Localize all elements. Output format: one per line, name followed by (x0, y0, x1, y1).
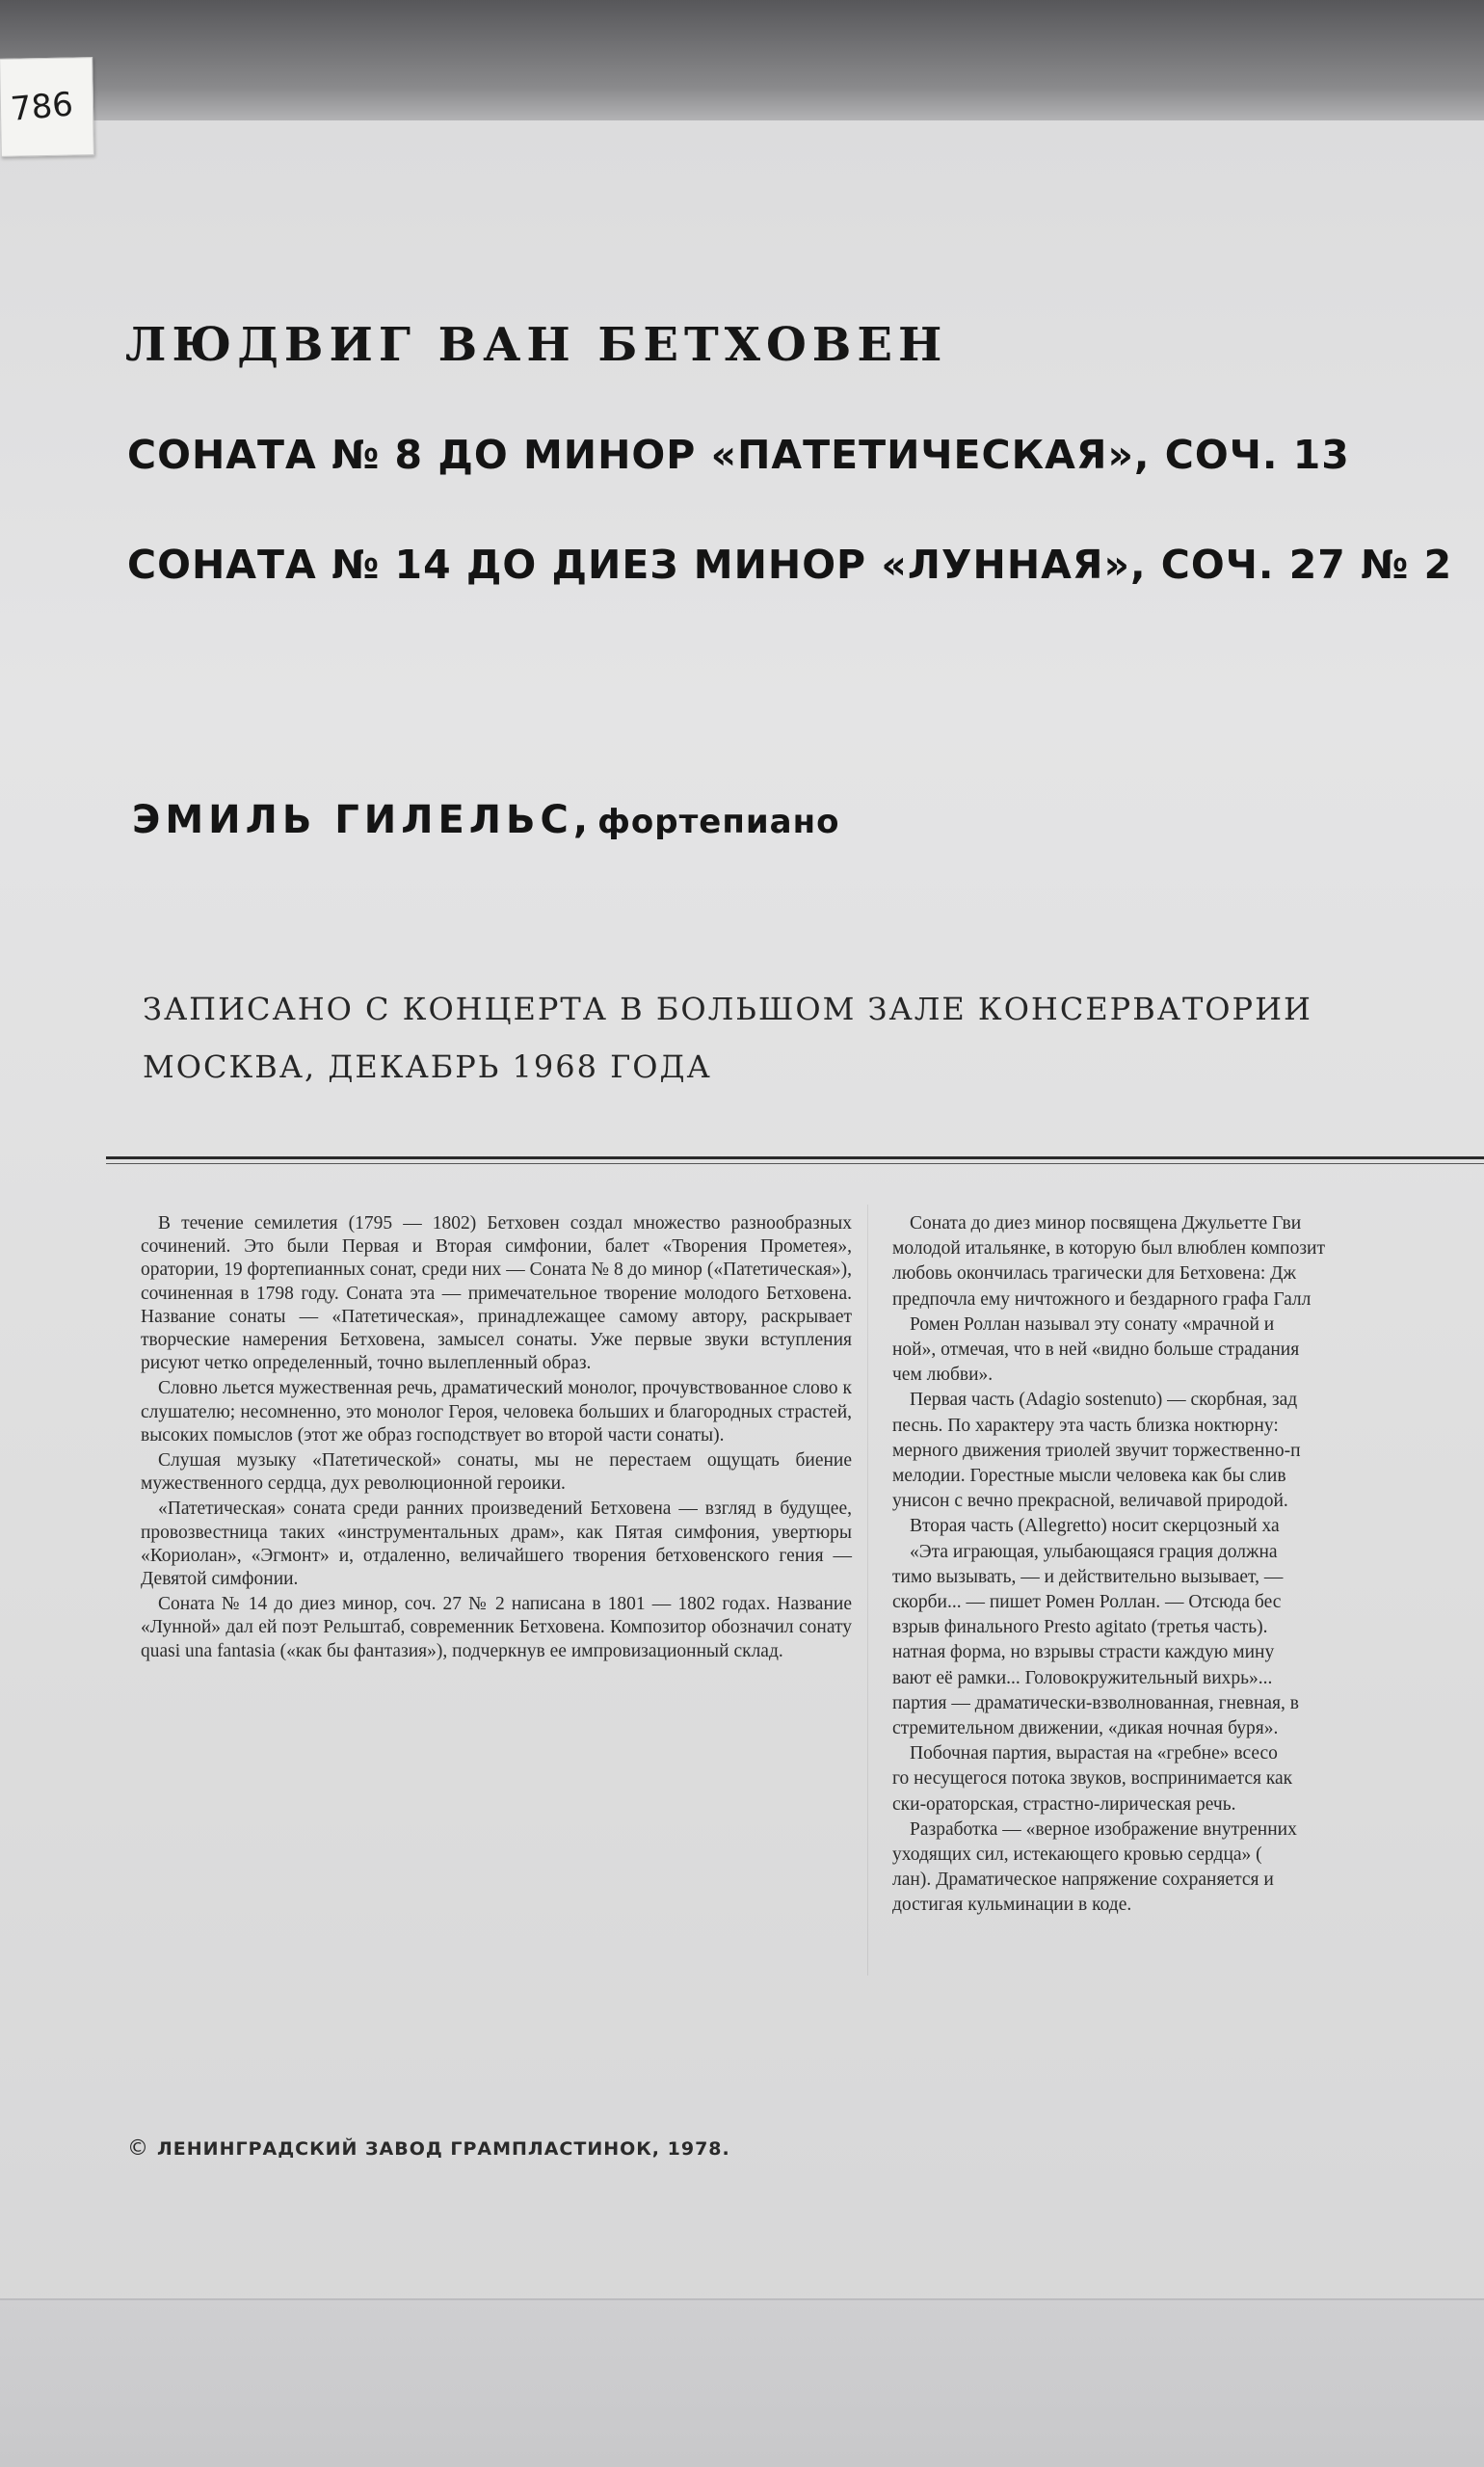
notes-line: Побочная партия, вырастая на «гребне» всесо (910, 1743, 1278, 1764)
notes-line: уходящих сил, истекающего кровью сердца» ( (892, 1844, 1262, 1866)
header-divider-thin (106, 1163, 1484, 1164)
column-gutter (867, 1205, 868, 1976)
notes-line: мерного движения триолей звучит торжественно-п (892, 1440, 1301, 1461)
background-edge (0, 0, 1484, 125)
sonata-title-14: СОНАТА № 14 ДО ДИЕЗ МИНОР «ЛУННАЯ», СОЧ. 27 № 2 (127, 542, 1453, 588)
copyright-icon: © (127, 2136, 149, 2161)
notes-line: партия — драматически-взволнованная, гневная, в (892, 1692, 1299, 1713)
liner-notes-left-column (141, 1212, 852, 1665)
notes-line: «Эта играющая, улыбающаяся грация должна (910, 1541, 1278, 1562)
notes-line: предпочла ему ничтожного и бездарного графа Галл (892, 1288, 1312, 1310)
sleeve-bottom-flap (0, 2298, 1484, 2467)
sticker-number: 786 (9, 85, 75, 129)
performer-role: фортепиано (597, 803, 840, 841)
performer-name: ЭМИЛЬ ГИЛЕЛЬС, (132, 798, 594, 842)
copyright-line (127, 2136, 730, 2161)
notes-paragraph: Соната № 14 до диез минор, соч. 27 № 2 написана в 1801 — 1802 годах. Название «Лунной» дал ей поэт Рельштаб, современник Бетховена. Композитор обозначил сонату quasi una fantasia («как бы фантазия»), подчеркнув ее импровизационный склад. (141, 1594, 852, 1661)
liner-notes-right-column (892, 1212, 1484, 1945)
notes-line: мелодии. Горестные мысли человека как бы слив (892, 1466, 1286, 1487)
composer-title: ЛЮДВИГ ВАН БЕТХОВЕН (125, 318, 948, 372)
notes-line: ной», отмечая, что в ней «видно больше страдания (892, 1340, 1300, 1361)
notes-paragraph: Словно льется мужественная речь, драматический монолог, прочувствованное слово к слушателю; несомненно, это монолог Героя, человека больших и благородных страстей, высоких помыслов (этот же образ господствует во второй части сонаты). (141, 1378, 852, 1446)
notes-line: Разработка — «верное изображение внутренних (910, 1818, 1297, 1840)
notes-line: Соната до диез минор посвящена Джульетте Гви (910, 1213, 1302, 1234)
notes-line: Вторая часть (Allegretto) носит скерцозный ха (910, 1516, 1280, 1537)
notes-paragraph: Слушая музыку «Патетической» сонаты, мы не перестаем ощущать биение мужественного сердца, дух революционной героики. (141, 1450, 852, 1495)
notes-line: натная форма, но взрывы страсти каждую мину (892, 1642, 1275, 1663)
notes-line: Ромен Роллан называл эту сонату «мрачной и (910, 1313, 1275, 1335)
header-divider (106, 1156, 1484, 1159)
notes-line: Первая часть (Adagio sostenuto) — скорбная, зад (910, 1390, 1298, 1411)
notes-line: чем любви». (892, 1365, 994, 1386)
notes-line: тимо вызывать, — и действительно вызывает, — (892, 1566, 1284, 1587)
notes-line: го несущегося потока звуков, воспринимается как (892, 1768, 1293, 1790)
notes-line: взрыв финального Presto agitato (третья часть). (892, 1617, 1268, 1638)
notes-line: песнь. По характеру эта часть близка ноктюрну: (892, 1415, 1279, 1436)
notes-line: любовь окончилась трагически для Бетховена: Дж (892, 1263, 1296, 1285)
notes-line: лан). Драматическое напряжение сохраняется и (892, 1870, 1274, 1891)
notes-paragraph: «Патетическая» соната среди ранних произведений Бетховена — взгляд в будущее, провозвестница таких «инструментальных драм», как Пятая симфония, увертюры «Кориолан», «Эгмонт» и, отдаленно, величайшего творения бетховенского гения — Девятой симфонии. (141, 1499, 852, 1590)
notes-line: достигая кульминации в коде. (892, 1895, 1132, 1916)
recording-venue: ЗАПИСАНО С КОНЦЕРТА В БОЛЬШОМ ЗАЛЕ КОНСЕРВАТОРИИ (143, 991, 1312, 1027)
inventory-sticker (0, 57, 94, 157)
sonata-title-8: СОНАТА № 8 ДО МИНОР «ПАТЕТИЧЕСКАЯ», СОЧ. 13 (127, 432, 1350, 478)
notes-line: молодой итальянке, в которую был влюблен композит (892, 1238, 1325, 1260)
recording-date: МОСКВА, ДЕКАБРЬ 1968 ГОДА (143, 1048, 712, 1085)
notes-line: скорби... — пишет Ромен Роллан. — Отсюда бес (892, 1592, 1282, 1613)
notes-line: унисон с вечно прекрасной, величавой природой. (892, 1491, 1288, 1512)
copyright-text: ЛЕНИНГРАДСКИЙ ЗАВОД ГРАМПЛАСТИНОК, 1978. (157, 2138, 730, 2160)
notes-line: ски-ораторская, страстно-лирическая речь. (892, 1793, 1236, 1815)
notes-paragraph: В течение семилетия (1795 — 1802) Бетховен создал множество разнообразных сочинений. Это были Первая и Вторая симфонии, балет «Творения Прометея», оратории, 19 фортепианных сонат, среди них — Соната № 8 до минор («Патетическая»), сочиненная в 1798 году. Соната эта — примечательное творение молодого Бетховена. Название сонаты — «Патетическая», принадлежащее самому автору, раскрывает творческие намерения Бетховена, замысел сонаты. Уже первые звуки вступления рисуют четко определенный, точно вылепленный образ. (141, 1213, 852, 1374)
notes-line: вают её рамки... Головокружительный вихрь»... (892, 1667, 1273, 1688)
notes-line: стремительном движении, «дикая ночная буря». (892, 1718, 1279, 1739)
performer-line (132, 798, 839, 842)
